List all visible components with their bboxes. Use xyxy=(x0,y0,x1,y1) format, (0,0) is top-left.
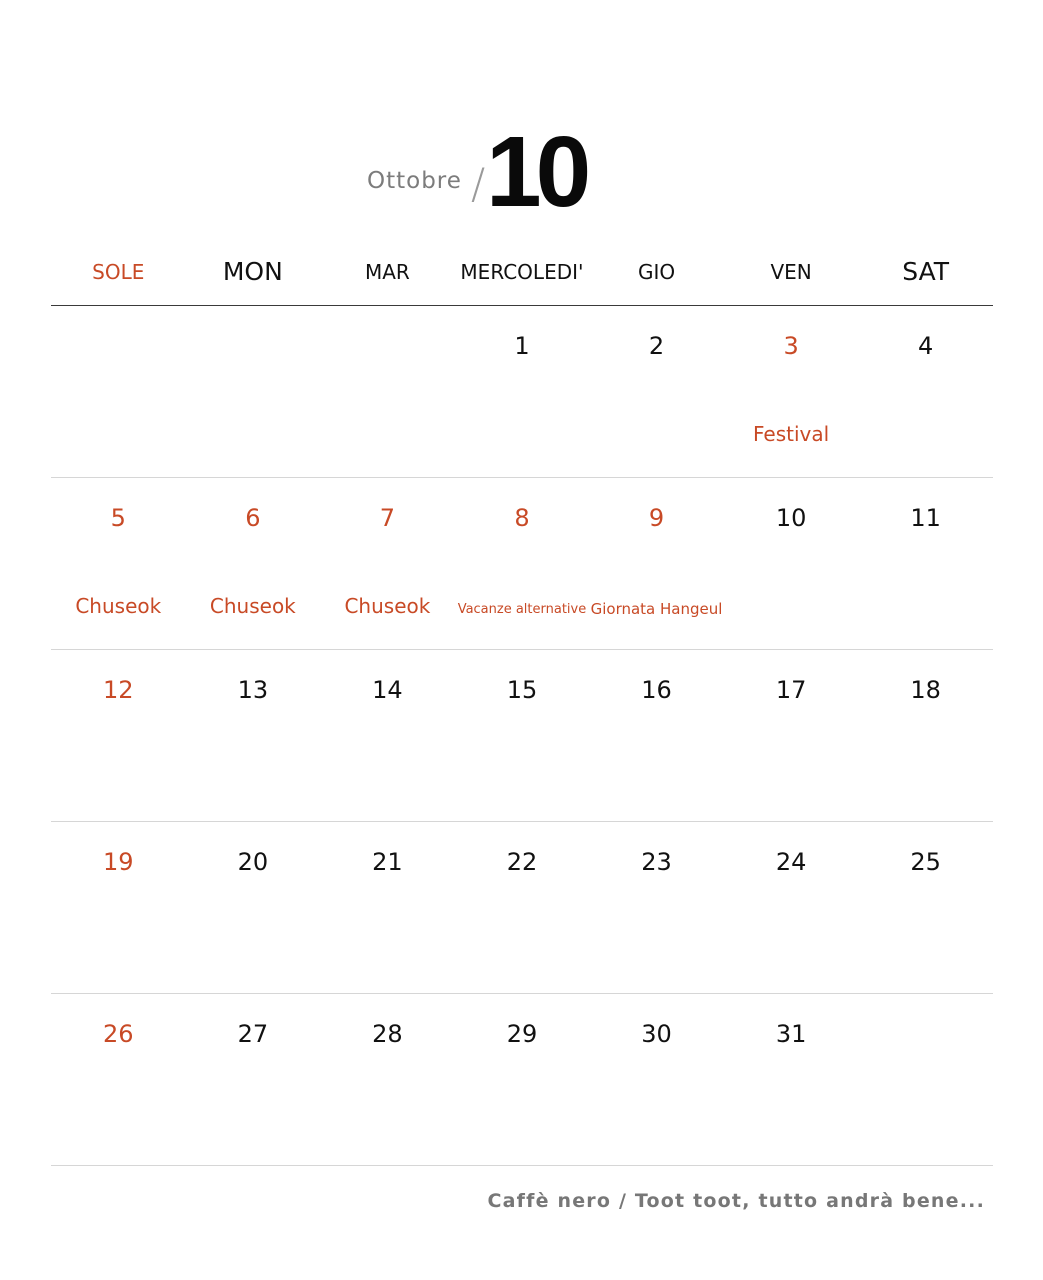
calendar-day-cell[interactable] xyxy=(186,650,321,821)
calendar-day-cell[interactable] xyxy=(589,478,724,649)
day-number: 12 xyxy=(103,676,134,704)
calendar-day-cell[interactable] xyxy=(858,650,993,821)
day-number: 17 xyxy=(775,676,807,704)
calendar-day-cell[interactable] xyxy=(589,650,724,821)
day-number: 27 xyxy=(237,1020,269,1048)
calendar-day-cell[interactable] xyxy=(186,478,321,649)
day-number: 19 xyxy=(103,848,134,876)
day-number: 20 xyxy=(237,848,269,876)
calendar-day-cell[interactable] xyxy=(51,478,186,649)
day-number: 23 xyxy=(641,848,672,876)
calendar-grid xyxy=(51,306,993,1166)
calendar-day-cell[interactable] xyxy=(589,994,724,1165)
calendar-day-cell[interactable] xyxy=(724,822,859,993)
calendar-day-cell[interactable] xyxy=(724,994,859,1165)
day-number: 10 xyxy=(775,504,807,532)
weekday-wednesday: MERCOLEDI' xyxy=(460,260,584,284)
month-name: Ottobre xyxy=(367,168,462,194)
calendar-day-cell[interactable] xyxy=(51,650,186,821)
calendar-week-row xyxy=(51,650,993,822)
day-number: 21 xyxy=(372,848,403,876)
weekday-header-row xyxy=(51,250,993,300)
weekday-monday: MON xyxy=(222,257,283,286)
calendar-day-cell[interactable] xyxy=(724,478,859,649)
day-number: 8 xyxy=(514,504,530,532)
calendar-day-cell[interactable] xyxy=(320,994,455,1165)
calendar-empty-cell xyxy=(186,306,321,477)
day-number: 15 xyxy=(506,676,538,704)
calendar-day-cell[interactable] xyxy=(320,822,455,993)
calendar-day-cell[interactable] xyxy=(724,306,859,477)
calendar-day-cell[interactable] xyxy=(186,994,321,1165)
holiday-label: Chuseok xyxy=(209,594,296,618)
calendar-day-cell[interactable] xyxy=(455,822,590,993)
calendar-day-cell[interactable] xyxy=(51,994,186,1165)
day-number: 25 xyxy=(910,848,941,876)
day-number: 1 xyxy=(514,332,530,360)
day-number: 31 xyxy=(775,1020,807,1048)
weekday-friday: VEN xyxy=(770,260,812,284)
day-number: 7 xyxy=(379,504,396,532)
calendar-week-row xyxy=(51,822,993,994)
day-number: 9 xyxy=(648,504,665,532)
day-number: 24 xyxy=(775,848,807,876)
calendar-day-cell[interactable] xyxy=(724,650,859,821)
calendar-empty-cell xyxy=(320,306,455,477)
calendar-day-cell[interactable] xyxy=(320,478,455,649)
holiday-label: Vacanze alternative xyxy=(457,602,587,617)
footer-caption: Caffè nero / Toot toot, tutto andrà bene... xyxy=(487,1190,985,1212)
calendar-day-cell[interactable] xyxy=(51,822,186,993)
day-number: 22 xyxy=(506,848,538,876)
calendar-week-row xyxy=(51,994,993,1166)
calendar-empty-cell xyxy=(51,306,186,477)
month-divider-slash: / xyxy=(471,159,486,208)
calendar-empty-cell xyxy=(858,994,993,1165)
weekday-sunday: SOLE xyxy=(92,260,145,284)
weekday-saturday: SAT xyxy=(902,257,950,286)
day-number: 28 xyxy=(372,1020,403,1048)
calendar-day-cell[interactable] xyxy=(186,822,321,993)
day-number: 13 xyxy=(237,676,269,704)
calendar-day-cell[interactable] xyxy=(858,822,993,993)
holiday-label: Chuseok xyxy=(75,594,162,618)
calendar-day-cell[interactable] xyxy=(455,994,590,1165)
calendar-day-cell[interactable] xyxy=(589,822,724,993)
day-number: 5 xyxy=(110,504,126,532)
day-number: 26 xyxy=(103,1020,134,1048)
day-number: 16 xyxy=(641,676,672,704)
calendar-day-cell[interactable] xyxy=(320,650,455,821)
holiday-label: Festival xyxy=(753,422,830,446)
calendar-day-cell[interactable] xyxy=(455,650,590,821)
calendar-header xyxy=(0,0,1043,240)
day-number: 14 xyxy=(372,676,403,704)
weekday-tuesday: MAR xyxy=(364,260,410,284)
holiday-label: Chuseok xyxy=(344,594,431,618)
calendar-week-row xyxy=(51,306,993,478)
month-number: 10 xyxy=(486,116,586,228)
day-number: 30 xyxy=(641,1020,672,1048)
day-number: 4 xyxy=(918,332,934,360)
calendar-day-cell[interactable] xyxy=(858,306,993,477)
day-number: 29 xyxy=(506,1020,538,1048)
calendar-day-cell[interactable] xyxy=(455,478,590,649)
calendar-day-cell[interactable] xyxy=(589,306,724,477)
weekday-thursday: GIO xyxy=(637,260,676,284)
day-number: 6 xyxy=(245,504,261,532)
day-number: 2 xyxy=(648,332,665,360)
calendar-day-cell[interactable] xyxy=(858,478,993,649)
calendar-week-row xyxy=(51,478,993,650)
holiday-label: Giornata Hangeul xyxy=(590,600,723,618)
day-number: 18 xyxy=(910,676,941,704)
day-number: 11 xyxy=(910,504,941,532)
calendar-day-cell[interactable] xyxy=(455,306,590,477)
day-number: 3 xyxy=(783,332,799,360)
